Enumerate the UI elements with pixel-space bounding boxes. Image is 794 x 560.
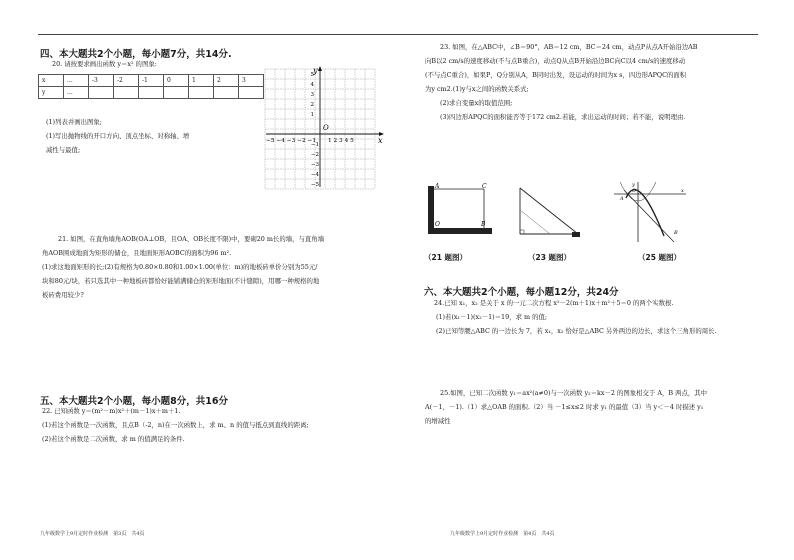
table-cell: ... [64,75,89,87]
caption-25: （25 题图） [638,253,682,262]
x-tick-labels-positive: 1 2 3 4 5 [328,138,354,144]
table-cell: -3 [89,75,114,87]
y-tick-label: −3 [310,162,319,168]
axis-label: y [632,182,635,188]
y-tick-label: 4 [310,82,314,88]
q20-sub1: (1)列表并画出图象; [46,118,102,126]
y-tick-label: 1 [310,112,314,118]
header-rule [38,34,758,35]
q23-line4: 为y cm2.(1)y与x之间的函数关系式; [425,85,529,93]
q23-line6: (3)四边形APQC的面积能否等于172 cm2.若能，求出运动的时间；若不能，说明理由. [440,113,686,121]
q24-sub1: (1)若(x₁－1)(x₂－1)＝19，求 m 的值; [436,313,548,321]
table-cell: 0 [164,75,189,87]
y-axis-label: y [313,66,318,75]
point-label: B [481,221,486,228]
q21-line5: 板砖费用较少? [42,291,84,299]
q23-line2: 向B以2 cm/s的速度移动(不与点B重合)，动点Q从点B开始沿边BC向C以4 cm/s的速度移动 [425,57,686,65]
table-cell [164,87,189,99]
q22-sub1: (1)若这个函数是一次函数，且点B（-2，n)在一次函数上，求 m、n 的值与抵点到直线的距离; [42,421,309,429]
table-cell: y [39,87,64,99]
y-tick-label: −1 [310,142,319,148]
q25-line3: 的增减性 [425,417,451,425]
q25-line1: 25.如图，已知二次函数 y₁＝ax²(a≠0)与一次函数 y₂＝kx－2 的图象相交于 A，B 两点，其中 [440,389,708,397]
y-tick-label: 3 [310,92,314,98]
origin-label: O [632,188,637,194]
parabola-y1 [626,190,664,236]
figure-21-wall-corner [424,180,496,240]
coordinate-grid [262,62,388,192]
table-cell: x [39,75,64,87]
q24-sub2: (2)已知等腰△ABC 的一边长为 7，若 x₁，x₂ 恰好是△ABC 另外两边的边长，求这个三角形的周长. [436,327,717,335]
y-axis-arrow-icon [318,66,322,71]
point-label: O [435,221,440,228]
q23-line5: (2)求自变量x的取值范围; [440,99,513,107]
segment-pq [520,210,550,234]
table-cell: 1 [189,75,214,87]
point-label: B [674,230,678,236]
table-cell [114,87,139,99]
table-cell: 3 [239,75,264,87]
page-footer-left: 九年级数学上9月定时作业检测 第3页 共4页 [40,531,145,537]
page-footer-right: 九年级数学上9月定时作业检测 第4页 共4页 [450,531,555,537]
y-tick-label: −5 [310,182,319,188]
right-angle-mark [520,230,524,234]
y-tick-label: 5 [310,72,314,78]
section-6-title: 六、本大题共2个小题，每小题12分，共24分 [424,287,619,298]
q21-line4: 块和80元/块，若只选其中一种地板砖都恰好能铺满储仓的矩形地面(不计缝隙)，用哪一种规格的地 [42,277,320,285]
q23-line1: 23. 如图，在△ABC中，∠B＝90°，AB＝12 cm，BC＝24 cm，动点P从点A开始沿边AB [440,43,698,51]
q24-stem: 24.已知 x₁，x₂ 是关于 x 的一元二次方程 x²－2(m＋1)x＋m²＋5＝0 的两个实数根. [434,299,674,307]
q20-sub2-line1: (1)写出抛物线的开口方向、顶点坐标、对称轴、增 [46,132,190,140]
point-label: C [482,183,487,190]
line-y2 [624,190,674,242]
caption-23: （23 题图） [528,253,572,262]
q25-line2: A(－1，－1).（1）求△OAB 的面积.（2）当 －1≤x≤2 时求 y₁ 的最值（3）当 y＜－4 时描述 y₁ [425,403,704,411]
table-row-x [39,75,264,87]
q21-line1: 21. 如图，在直角墙角AOB(OA⊥OB，且OA、OB长度不限)中，要砌20 m长的墙，与直角墙 [58,235,325,243]
q20-sub2-line2: 减性与最值; [46,146,81,154]
figure-25-graph [612,180,688,244]
table-cell: -2 [114,75,139,87]
section-4-title: 四、本大题共2个小题，每小题7分，共14分. [40,49,232,60]
q21-line2: 角AOB围成地面为矩形的储仓，且地面矩形AOBC的面积为96 m². [42,249,232,257]
figure-23-triangle [514,182,582,240]
value-table [38,74,264,99]
caption-21: （21 题图） [424,253,468,262]
table-row-y [39,87,264,99]
side-ac [520,188,578,234]
axis-label: x [681,188,684,194]
y-tick-label: 2 [310,102,314,108]
table-cell [239,87,264,99]
table-cell: ... [64,87,89,99]
wall-horizontal [428,228,492,234]
q21-line3: (1)求这地面矩形的长;(2)有规格为0.80×0.80和1.00×1.00(单位：m)的地板砖单价分别为55元/ [42,263,318,271]
x-axis-label: x [378,136,383,145]
y-tick-label: −2 [310,152,319,158]
q23-line3: (不与点C重合)，如果P，Q分别从A，B同时出发，设运动的时间为x s，四边形APQC的面积 [425,71,687,79]
wall-vertical [428,186,434,234]
table-cell [214,87,239,99]
table-cell [189,87,214,99]
q22-stem: 22. 已知函数 y＝(m²－m)x²＋(m－1)x＋m＋1. [42,407,181,415]
table-cell: -1 [139,75,164,87]
table-cell: 2 [214,75,239,87]
point-label: A [620,196,624,202]
x-tick-labels-negative: −5 −4 −3 −2 −1 [266,138,317,144]
origin-label: O [323,124,329,132]
y-tick-label: −4 [310,172,319,178]
q20-stem: 20. 请按要求画出函数 y＝x² 的图象: [52,60,157,68]
q22-sub2: (2)若这个函数是二次函数，求 m 的值满足的条件. [42,435,185,443]
point-label: A [435,183,440,190]
table-cell [139,87,164,99]
table-cell [89,87,114,99]
vertex-c-block [572,232,580,237]
section-5-title: 五、本大题共2个小题，每小题8分，共16分 [40,396,228,407]
